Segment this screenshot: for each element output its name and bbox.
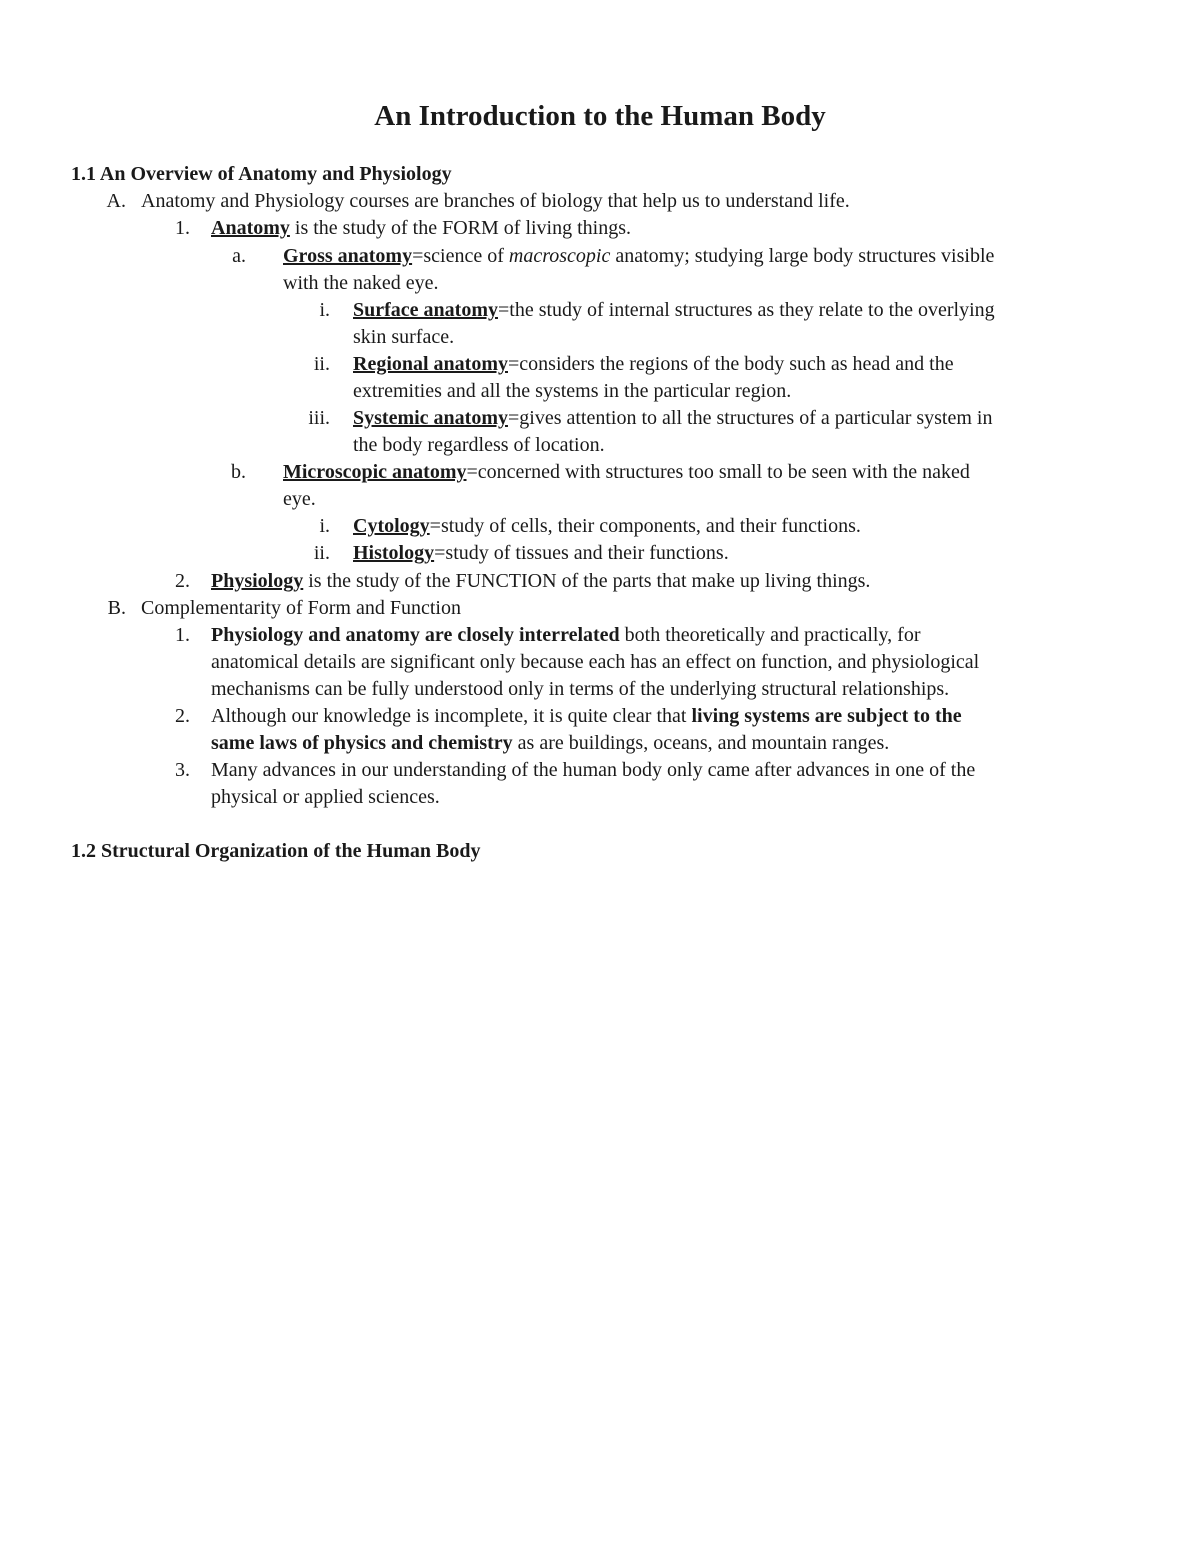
section-heading-1-1: 1.1 An Overview of Anatomy and Physiology (71, 163, 452, 185)
b1-text: both theoretically and practically, for (619, 624, 921, 646)
microscopic-anatomy-text: =concerned with structures too small to be seen with the naked (466, 461, 970, 483)
list-item-surface-anatomy (353, 297, 995, 324)
list-marker-A2: 2. (175, 570, 190, 592)
list-marker-A1a-ii: ii. (313, 353, 330, 375)
gross-anatomy-line-2: with the naked eye. (283, 272, 439, 294)
anatomy-definition: is the study of the FORM of living things. (289, 217, 632, 239)
list-marker-A1: 1. (175, 217, 190, 239)
gross-anatomy-italic: macroscopic (508, 245, 611, 267)
term-regional-anatomy: Regional anatomy (353, 353, 508, 375)
term-gross-anatomy: Gross anatomy (283, 245, 413, 267)
systemic-anatomy-text: =gives attention to all the structures of a particular system in (507, 407, 993, 429)
list-marker-A1b-ii: ii. (313, 542, 330, 564)
b2-line-2 (211, 730, 889, 757)
regional-anatomy-line-2: extremities and all the systems in the particular region. (353, 380, 792, 402)
list-item-physiology (211, 568, 870, 595)
b2-bold-1: living systems are subject to the (691, 705, 962, 727)
list-marker-B: B. (107, 597, 126, 619)
list-marker-B3: 3. (175, 759, 190, 781)
term-histology: Histology (353, 542, 435, 564)
b1-line-3: mechanisms can be fully understood only in terms of the underlying structural relationships. (211, 678, 950, 700)
b3-line-2: physical or applied sciences. (211, 786, 440, 808)
list-item-A: Anatomy and Physiology courses are branches of biology that help us to understand life. (141, 190, 850, 212)
gross-anatomy-text-2: anatomy; studying large body structures visible (610, 245, 995, 267)
list-marker-A1b-i: i. (319, 515, 330, 537)
list-item-gross-anatomy (283, 243, 994, 270)
page-title: An Introduction to the Human Body (374, 100, 826, 132)
list-item-cytology (353, 513, 861, 540)
list-item-microscopic-anatomy (283, 459, 970, 486)
b2-text: Although our knowledge is incomplete, it is quite clear that (211, 705, 692, 727)
list-marker-B2: 2. (175, 705, 190, 727)
term-microscopic-anatomy: Microscopic anatomy (283, 461, 467, 483)
histology-text: =study of tissues and their functions. (434, 542, 729, 564)
list-marker-A1a: a. (232, 245, 246, 267)
term-surface-anatomy: Surface anatomy (353, 299, 498, 321)
gross-anatomy-text-1: =science of (412, 245, 509, 267)
term-anatomy: Anatomy (211, 217, 290, 239)
list-item-histology (353, 540, 729, 567)
list-marker-A1b: b. (231, 461, 246, 483)
list-item-B1 (211, 622, 920, 649)
term-systemic-anatomy: Systemic anatomy (353, 407, 508, 429)
microscopic-anatomy-line-2: eye. (283, 488, 316, 510)
list-item-B2 (211, 703, 962, 730)
physiology-definition: is the study of the FUNCTION of the parts that make up living things. (303, 570, 871, 592)
list-item-anatomy (211, 215, 631, 242)
systemic-anatomy-line-2: the body regardless of location. (353, 434, 605, 456)
list-item-systemic-anatomy (353, 405, 992, 432)
term-physiology: Physiology (211, 570, 304, 592)
b2-bold-2: same laws of physics and chemistry (211, 732, 513, 754)
term-cytology: Cytology (353, 515, 430, 537)
list-marker-B1: 1. (175, 624, 190, 646)
list-marker-A: A. (106, 190, 126, 212)
b2-line-2-rest: as are buildings, oceans, and mountain ranges. (512, 732, 890, 754)
list-item-B: Complementarity of Form and Function (141, 597, 461, 619)
section-heading-1-2: 1.2 Structural Organization of the Human Body (71, 840, 481, 862)
b1-bold-text: Physiology and anatomy are closely interrelated (211, 624, 620, 646)
surface-anatomy-line-2: skin surface. (353, 326, 455, 348)
list-item-regional-anatomy (353, 351, 954, 378)
cytology-text: =study of cells, their components, and their functions. (429, 515, 861, 537)
list-item-B3: Many advances in our understanding of the human body only came after advances in one of the (211, 759, 976, 781)
list-marker-A1a-i: i. (319, 299, 330, 321)
list-marker-A1a-iii: iii. (308, 407, 330, 429)
surface-anatomy-text: =the study of internal structures as they relate to the overlying (497, 299, 995, 321)
b1-line-2: anatomical details are significant only because each has an effect on function, and physiological (211, 651, 980, 673)
regional-anatomy-text: =considers the regions of the body such as head and the (508, 353, 954, 375)
